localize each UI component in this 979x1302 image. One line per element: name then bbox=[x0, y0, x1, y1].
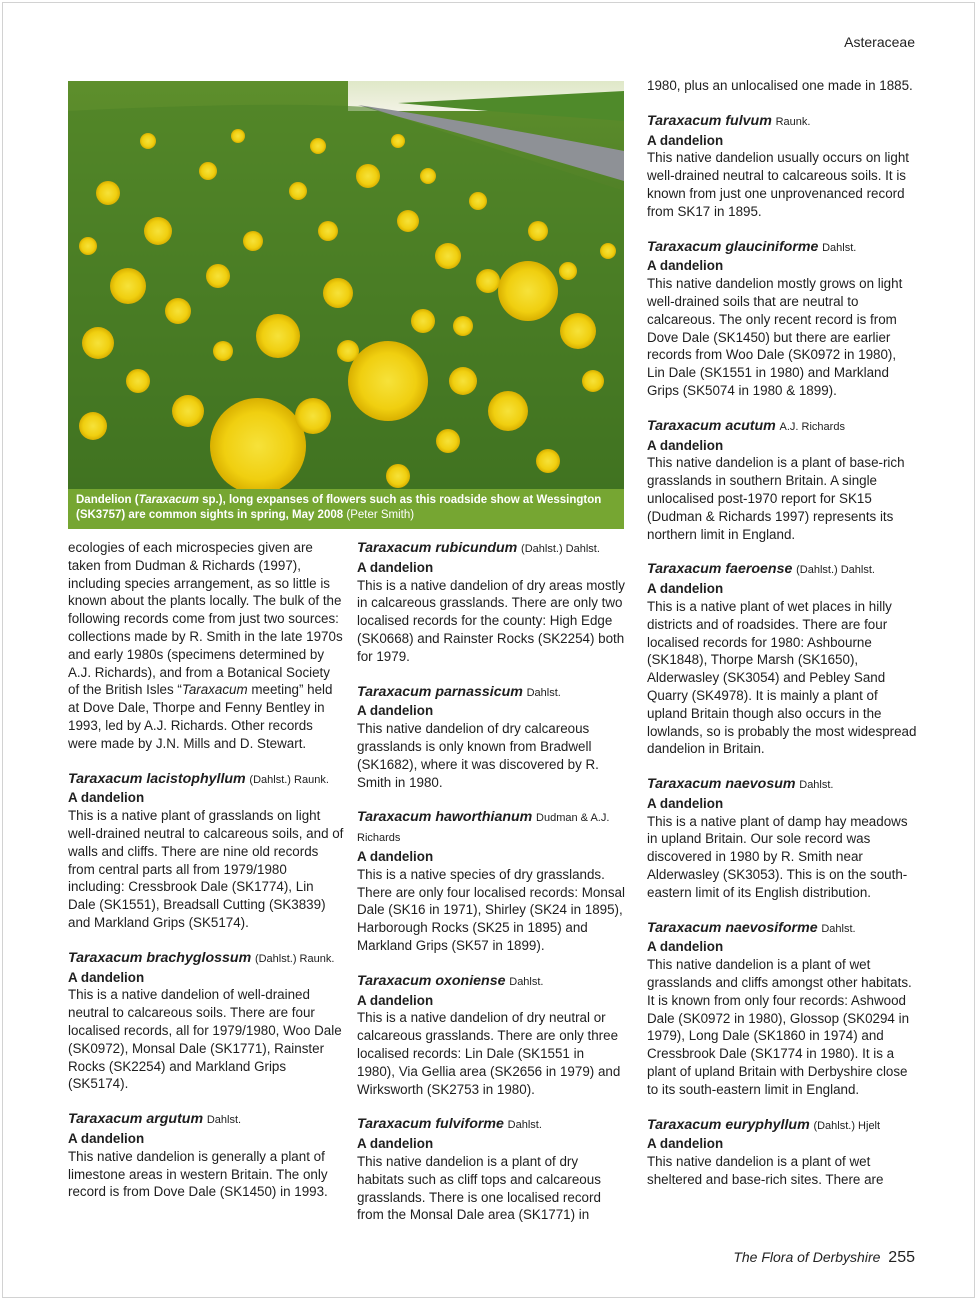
species-heading bbox=[647, 1116, 917, 1136]
species-heading bbox=[647, 560, 917, 580]
species-description: This is a native dandelion of well-drained neutral to calcareous soils. There are four localised records, all for 1979/1980, Woo Dale (SK0972), Monsal Dale (SK1771), Rainster Rocks (SK2254) and Markland Grips (SK5174). bbox=[68, 987, 342, 1092]
dandelion-flower bbox=[295, 398, 331, 434]
dandelion-flower bbox=[476, 269, 500, 293]
species-heading bbox=[68, 1110, 344, 1130]
species-name: Taraxacum brachyglossum bbox=[68, 949, 252, 966]
dandelion-flower bbox=[397, 210, 419, 232]
species-name: Taraxacum fulviforme bbox=[357, 1116, 504, 1133]
intro-text-genus: Taraxacum bbox=[181, 682, 248, 698]
species-name: Taraxacum parnassicum bbox=[357, 683, 523, 700]
dandelion-flower bbox=[140, 133, 156, 149]
dandelion-flower bbox=[498, 261, 558, 321]
species-heading bbox=[357, 972, 625, 992]
page-number: 255 bbox=[888, 1249, 915, 1266]
common-name: A dandelion bbox=[647, 1136, 724, 1152]
common-name: A dandelion bbox=[647, 939, 724, 955]
species-heading bbox=[647, 919, 917, 939]
species-authority: Dudman & A.J. Richards bbox=[357, 812, 610, 845]
intro-paragraph bbox=[68, 539, 344, 753]
species-heading bbox=[68, 770, 344, 790]
species-heading bbox=[357, 683, 625, 703]
intro-text-b: meeting” held at Dove Dale, Thorpe and Fenny Bentley in 1993, led by A.J. Richards. Other records were made by J.N. Mills and D. Stewart. bbox=[68, 682, 333, 751]
common-name: A dandelion bbox=[647, 132, 724, 148]
caption-lead: Dandelion ( bbox=[76, 494, 139, 506]
dandelion-flower bbox=[559, 262, 577, 280]
dandelion-photo bbox=[68, 81, 624, 529]
dandelion-flower bbox=[310, 138, 326, 154]
species-heading bbox=[357, 808, 625, 848]
common-name: A dandelion bbox=[647, 258, 724, 274]
species-entry bbox=[68, 770, 344, 932]
species-description: This native dandelion usually occurs on light well-drained neutral to calcareous soils. It is known from just one unprovenanced record from SK17 in 1895. bbox=[647, 150, 910, 219]
species-heading bbox=[647, 775, 917, 795]
species-entry bbox=[647, 919, 917, 1099]
species-description: This is a native plant of wet places in hilly districts and of roadsides. There are four localised records for 1980: Ashbourne (SK1848), Thorpe Marsh (SK1650), Alderwasley (SK3054) and Pebley Sand Quarry (SK4978). It is mainly a plant of upland Britain though also occurs in the lowlands, so is probably the most widespread dandelion in Britain. bbox=[647, 598, 917, 757]
dandelion-flower bbox=[243, 231, 263, 251]
species-authority: Dahlst. bbox=[822, 241, 857, 254]
species-authority: (Dahlst.) Dahlst. bbox=[796, 564, 875, 577]
common-name: A dandelion bbox=[68, 1130, 145, 1146]
common-name: A dandelion bbox=[357, 559, 434, 575]
common-name: A dandelion bbox=[647, 581, 724, 597]
species-heading bbox=[357, 539, 625, 559]
species-description: This native dandelion is a plant of wet grasslands and cliffs amongst other habitats. It is known from only four records: Ashwood Dale (SK0972 in 1980), Glossop (SK0294 in 1979), Long Dale (SK1860 in 1974) and Cressbrook Dale (SK1774 in 1980). It is a plant of upland Britain with Derbyshire close to its south-eastern limit in England. bbox=[647, 957, 912, 1097]
book-title: The Flora of Derbyshire bbox=[733, 1249, 881, 1265]
common-name: A dandelion bbox=[647, 437, 724, 453]
species-heading bbox=[647, 417, 917, 437]
species-entry bbox=[68, 949, 344, 1093]
species-entry bbox=[647, 775, 917, 902]
common-name: A dandelion bbox=[357, 848, 434, 864]
species-description: This is a native species of dry grasslands. There are only four localised records: Monsal Dale (SK16 in 1971), Shirley (SK24 in 1895), Harborough Rocks (SK25 in 1895) and Markland Grips (SK57 in 1899). bbox=[357, 866, 625, 953]
species-name: Taraxacum euryphyllum bbox=[647, 1116, 810, 1133]
species-description: This native dandelion is a plant of dry habitats such as cliff tops and calcareous grasslands. There is one localised record from the Monsal Dale area (SK1771) in bbox=[357, 1153, 601, 1223]
dandelion-flower bbox=[420, 168, 436, 184]
column-3 bbox=[647, 77, 917, 1206]
species-authority: (Dahlst.) Raunk. bbox=[249, 773, 329, 786]
species-description: This native dandelion mostly grows on light well-drained soils that are neutral to calcareous. The only recent record is from Dove Dale (SK1450) but there are earlier records from Woo Dale (SK0972 in 1980), Lin Dale (SK1551 in 1980) and Markland Grips (SK5074 in 1980 & 1899). bbox=[647, 276, 903, 398]
species-entry bbox=[647, 417, 917, 544]
species-authority: (Dahlst.) Hjelt bbox=[813, 1119, 881, 1132]
species-authority: Dahlst. bbox=[799, 779, 834, 792]
species-authority: Dahlst. bbox=[526, 686, 561, 699]
dandelion-flower bbox=[318, 221, 338, 241]
dandelion-flower bbox=[436, 429, 460, 453]
species-entry bbox=[647, 560, 917, 758]
species-heading bbox=[647, 112, 917, 132]
column-2 bbox=[357, 539, 625, 1241]
species-description: This native dandelion is a plant of base-rich grasslands in southern Britain. A single unlocalised post-1970 report for SK15 (Dudman & Richards 1997) represents its northern limit in England. bbox=[647, 455, 905, 542]
dandelion-flower bbox=[411, 309, 435, 333]
species-description: This is a native dandelion of dry areas mostly in calcareous grasslands. There are only two localised records for the county: High Edge (SK0668) and Rainster Rocks (SK2254) both for 1979. bbox=[357, 577, 625, 664]
species-entry bbox=[357, 1115, 625, 1224]
intro-text-a: ecologies of each microspecies given are taken from Dudman & Richards (1997), including species arrangement, as so little is known about the plants locally. The bulk of the following records come from just two sources: collections made by R. Smith in the late 1970s and early 1980s (specimens determined by A.J. Richards), and from a Botanical Society of the British Isles “ bbox=[68, 540, 343, 698]
species-name: Taraxacum acutum bbox=[647, 417, 776, 434]
dandelion-flower bbox=[582, 370, 604, 392]
dandelion-flower bbox=[356, 164, 380, 188]
caption-genus: Taraxacum bbox=[138, 494, 199, 506]
species-entry bbox=[647, 238, 917, 400]
species-name: Taraxacum lacistophyllum bbox=[68, 770, 246, 787]
species-name: Taraxacum glauciniforme bbox=[647, 238, 819, 255]
species-authority: A.J. Richards bbox=[779, 420, 845, 433]
species-description: This is a native plant of damp hay meadows in upland Britain. Our sole record was discovered in 1980 by R. Smith near Alderwasley (SK3053). This is on the south-eastern limit of its English distribution. bbox=[647, 813, 908, 900]
column-1-entries bbox=[68, 770, 344, 1202]
common-name: A dandelion bbox=[647, 795, 724, 811]
dandelion-flower bbox=[206, 264, 230, 288]
species-name: Taraxacum argutum bbox=[68, 1111, 204, 1128]
dandelion-flower bbox=[536, 449, 560, 473]
dandelion-flower bbox=[199, 162, 217, 180]
column-2-entries bbox=[357, 539, 625, 1224]
dandelion-flower bbox=[469, 192, 487, 210]
species-name: Taraxacum oxoniense bbox=[357, 972, 506, 989]
species-name: Taraxacum faeroense bbox=[647, 561, 793, 578]
dandelion-flower bbox=[337, 340, 359, 362]
dandelion-flower bbox=[213, 341, 233, 361]
common-name: A dandelion bbox=[357, 703, 434, 719]
dandelion-flower bbox=[323, 278, 353, 308]
species-entry bbox=[68, 1110, 344, 1201]
species-description: This is a native plant of grasslands on light well-drained neutral to calcareous soils, and of walls and cliffs. There are nine old records from central parts all from 1979/1980 including: Cressbrook Dale (SK1774), Lin Dale (SK1551), Breadsall Cutting (SK3839) and Markland Grips (SK5174). bbox=[68, 808, 344, 930]
caption-text: sp.), long expanses of flowers such as this roadside show at Wessington (SK3757) are common sights in spring, May 2008 bbox=[76, 494, 602, 521]
species-heading bbox=[357, 1115, 625, 1135]
species-authority: Dahlst. bbox=[507, 1119, 542, 1132]
species-authority: (Dahlst.) Raunk. bbox=[254, 952, 335, 965]
species-entry bbox=[357, 539, 625, 666]
column-1 bbox=[68, 539, 344, 1218]
species-entry bbox=[357, 683, 625, 792]
species-authority: Raunk. bbox=[775, 115, 811, 128]
species-name: Taraxacum naevosiforme bbox=[647, 919, 818, 936]
species-authority: (Dahlst.) Dahlst. bbox=[521, 543, 600, 555]
dandelion-flower bbox=[391, 134, 405, 148]
column-3-entries bbox=[647, 112, 917, 1189]
species-entry bbox=[357, 972, 625, 1099]
dandelion-flower bbox=[453, 316, 473, 336]
species-heading bbox=[68, 949, 344, 969]
dandelion-flower bbox=[165, 298, 191, 324]
dandelion-flower bbox=[231, 129, 245, 143]
species-name: Taraxacum fulvum bbox=[647, 112, 772, 129]
species-description: This native dandelion of dry calcareous grasslands is only known from Bradwell (SK1682), where it was discovered by R. Smith in 1980. bbox=[357, 721, 599, 790]
dandelion-flower bbox=[79, 412, 107, 440]
caption-credit: (Peter Smith) bbox=[346, 508, 415, 521]
species-heading bbox=[647, 238, 917, 258]
dandelion-flower bbox=[256, 314, 300, 358]
species-entry bbox=[647, 112, 917, 221]
common-name: A dandelion bbox=[357, 1136, 434, 1152]
continued-text: 1980, plus an unlocalised one made in 1885. bbox=[647, 78, 913, 93]
species-name: Taraxacum haworthianum bbox=[357, 809, 533, 826]
common-name: A dandelion bbox=[68, 969, 145, 985]
dandelion-photo-illustration bbox=[68, 81, 624, 489]
dandelion-flower bbox=[144, 217, 172, 245]
species-name: Taraxacum rubicundum bbox=[357, 540, 518, 556]
page-footer bbox=[733, 1249, 915, 1267]
species-description: This native dandelion is generally a plant of limestone areas in western Britain. The only record is from Dove Dale (SK1450) in 1993. bbox=[68, 1148, 328, 1200]
species-entry bbox=[357, 808, 625, 954]
dandelion-flower bbox=[488, 391, 528, 431]
dandelion-flower bbox=[528, 221, 548, 241]
dandelion-flower bbox=[449, 367, 477, 395]
species-authority: Dahlst. bbox=[509, 975, 544, 988]
dandelion-flower bbox=[289, 182, 307, 200]
running-head: Asteraceae bbox=[844, 34, 915, 50]
dandelion-flower bbox=[386, 464, 410, 488]
dandelion-flower bbox=[348, 341, 428, 421]
dandelion-flower bbox=[600, 243, 616, 259]
species-name: Taraxacum naevosum bbox=[647, 776, 796, 793]
dandelion-flower bbox=[435, 243, 461, 269]
dandelion-flower bbox=[126, 369, 150, 393]
dandelion-flower bbox=[172, 395, 204, 427]
common-name: A dandelion bbox=[357, 992, 434, 1008]
species-description: This is a native dandelion of dry neutral or calcareous grasslands. There are only three localised records: Lin Dale (SK1551 in 1980), Via Gellia area (SK2656 in 1979) and Wirksworth (SK2753 in 1980). bbox=[357, 1010, 621, 1097]
species-entry bbox=[647, 1116, 917, 1189]
dandelion-flower bbox=[79, 237, 97, 255]
dandelion-flower bbox=[560, 313, 596, 349]
species-authority: Dahlst. bbox=[206, 1114, 242, 1127]
dandelion-flower bbox=[82, 327, 114, 359]
dandelion-flower bbox=[110, 268, 146, 304]
common-name: A dandelion bbox=[68, 790, 145, 806]
species-description: This native dandelion is a plant of wet sheltered and base-rich sites. There are bbox=[647, 1154, 884, 1188]
photo-caption bbox=[68, 489, 624, 529]
dandelion-flower bbox=[96, 181, 120, 205]
species-authority: Dahlst. bbox=[821, 922, 856, 935]
